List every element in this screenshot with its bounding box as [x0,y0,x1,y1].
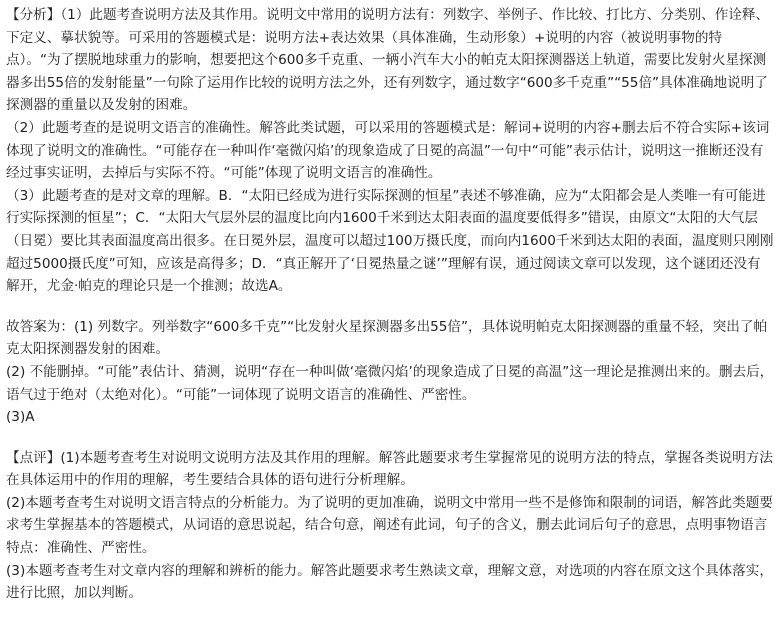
answer-section [6,316,774,429]
analysis-paragraph-1: 【分析】（1）此题考查说明方法及其作用。说明文中常用的说明方法有：列数字、举例子、作比较、打比方、分类别、作诠释、下定义、摹状貌等。可采用的答题模式是：说明方法+表达效果（具体准确，生动形象）+说明的内容（被说明事物的特点）。“为了摆脱地球重力的影响，想要把这个600多千克重、一辆小汽车大小的帕克太阳探测器送上轨道，需要比发射火星探测器多出55倍的发射能量”一句除了运用作比较的说明方法之外，还有列数字，通过数字“600多千克重”“55倍”具体准确地说明了探测器的重量以及发射的困难。 [6,7,770,114]
comment-section [6,447,774,605]
analysis-paragraph-2: （2）此题考查的是说明文语言的准确性。解答此类试题，可以采用的答题模式是：解词+说明的内容+删去后不符合实际+该词体现了说明文的准确性。“可能存在一种叫作‘毫微闪焰’的现象造成了日冕的高温”一句中“可能”表示估计，说明这一推断还没有经过事实证明，去掉后与实际不符。“可能”体现了说明文语言的准确性。 [6,119,770,182]
section-divider [6,298,774,316]
analysis-section [6,4,774,298]
comment-paragraph-3: (3)本题考查考生对文章内容的理解和辨析的能力。解答此题要求考生熟读文章，理解文意，对选项的内容在原文这个具体落实，进行比照，加以判断。 [6,562,773,602]
answer-paragraph-1: 故答案为：(1) 列数字。列举数字“600多千克”“比发射火星探测器多出55倍”，具体说明帕克太阳探测器的重量不轻，突出了帕克太阳探测器发射的困难。 [6,318,768,358]
section-divider [6,429,774,447]
analysis-paragraph-3: （3）此题考查的是对文章的理解。B．“太阳已经成为进行实际探测的恒星”表述不够准确，应为“太阳都会是人类唯一有可能进行实际探测的恒星”；C．“太阳大气层外层的温度比向内1600千米到达太阳表面的温度要低得多”错误，由原文“太阳的大气层（日冕）要比其表面温度高出很多。在日冕外层，温度可以超过100万摄氏度，而向内1600千米到达太阳的表面，温度则只刚刚超过5000摄氏度”可知，应该是高得多；D．“真正解开了‘日冕热量之谜’”理解有误，通过阅读文章可以发现，这个谜团还没有解开，尤金·帕克的理论只是一个推测；故选A。 [6,187,774,295]
answer-paragraph-3: (3)A [6,409,35,426]
answer-paragraph-2: (2) 不能删掉。“可能”表估计、猜测，说明“存在一种叫做‘毫微闪焰’的现象造成了日冕的高温”这一理论是推测出来的。删去后，语气过于绝对（太绝对化）。“可能”一词体现了说明文语言的准确性、严密性。 [6,363,774,403]
comment-paragraph-2: (2)本题考查考生对说明文语言特点的分析能力。为了说明的更加准确，说明文中常用一些不是修饰和限制的词语，解答此类题要求考生掌握基本的答题模式，从词语的意思说起，结合句意，阐述有此词，句子的含义，删去此词后句子的意思，点明事物语言特点：准确性、严密性。 [6,494,773,557]
comment-paragraph-1: 【点评】(1)本题考查考生对说明文说明方法及其作用的理解。解答此题要求考生掌握常见的说明方法的特点，掌握各类说明方法在具体运用中的作用的理解，考生要结合具体的语句进行分析理解。 [6,449,773,489]
